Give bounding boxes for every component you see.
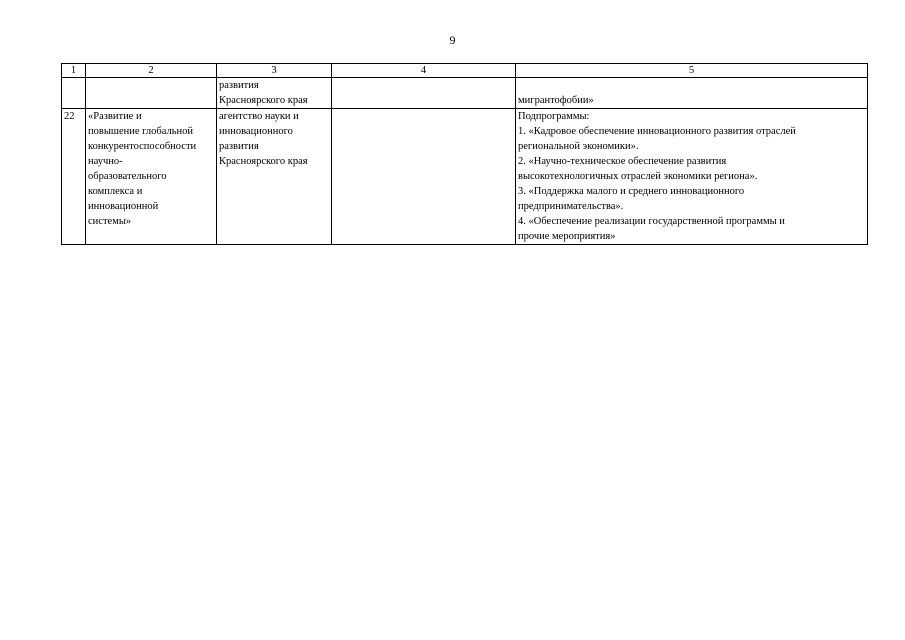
cell-line: образовательного (88, 171, 167, 182)
cell-line: агентство науки и (219, 111, 299, 122)
table-header-row (62, 64, 868, 78)
cell-line: мигрантофобии» (518, 95, 594, 106)
header-col-2: 2 (86, 64, 217, 78)
co-executor-cell (332, 78, 516, 109)
subprograms-cell (516, 78, 868, 109)
header-col-4: 4 (332, 64, 516, 78)
document-table (61, 63, 868, 245)
cell-line: инновационной (88, 201, 159, 212)
cell-line: комплекса и (88, 186, 143, 197)
program-name-cell (86, 78, 217, 109)
row-number-cell (62, 78, 86, 109)
cell-line: Красноярского края (219, 95, 308, 106)
row-number-cell: 22 (62, 109, 86, 245)
cell-line: высокотехнологичных отраслей экономики региона». (518, 171, 758, 182)
cell-line: развития (219, 80, 259, 91)
header-col-3: 3 (217, 64, 332, 78)
cell-line: прочие мероприятия» (518, 231, 616, 242)
cell-line: инновационного (219, 126, 293, 137)
subprograms-cell (516, 109, 868, 245)
cell-line: 4. «Обеспечение реализации государственной программы и (518, 216, 785, 227)
cell-line: системы» (88, 216, 132, 227)
cell-line: 3. «Поддержка малого и среднего инновационного (518, 186, 745, 197)
page-number: 9 (449, 33, 456, 47)
cell-line: повышение глобальной (88, 126, 194, 137)
header-col-1: 1 (62, 64, 86, 78)
cell-line: конкурентоспособности (88, 141, 197, 152)
header-col-5: 5 (516, 64, 868, 78)
cell-line: Подпрограммы: (518, 111, 590, 122)
program-name-cell (86, 109, 217, 245)
cell-line: предпринимательства». (518, 201, 624, 212)
cell-line: научно- (88, 156, 123, 167)
cell-line: 1. «Кадровое обеспечение инновационного развития отраслей (518, 126, 796, 137)
cell-line: Красноярского края (219, 156, 308, 167)
responsible-executor-cell (217, 78, 332, 109)
table-row (62, 109, 868, 245)
cell-line: региональной экономики». (518, 141, 639, 152)
co-executor-cell (332, 109, 516, 245)
table-row (62, 78, 868, 109)
responsible-executor-cell (217, 109, 332, 245)
cell-line: «Развитие и (88, 111, 142, 122)
cell-line (518, 78, 865, 93)
cell-line: развития (219, 141, 259, 152)
cell-line: 2. «Научно-техническое обеспечение развития (518, 156, 727, 167)
